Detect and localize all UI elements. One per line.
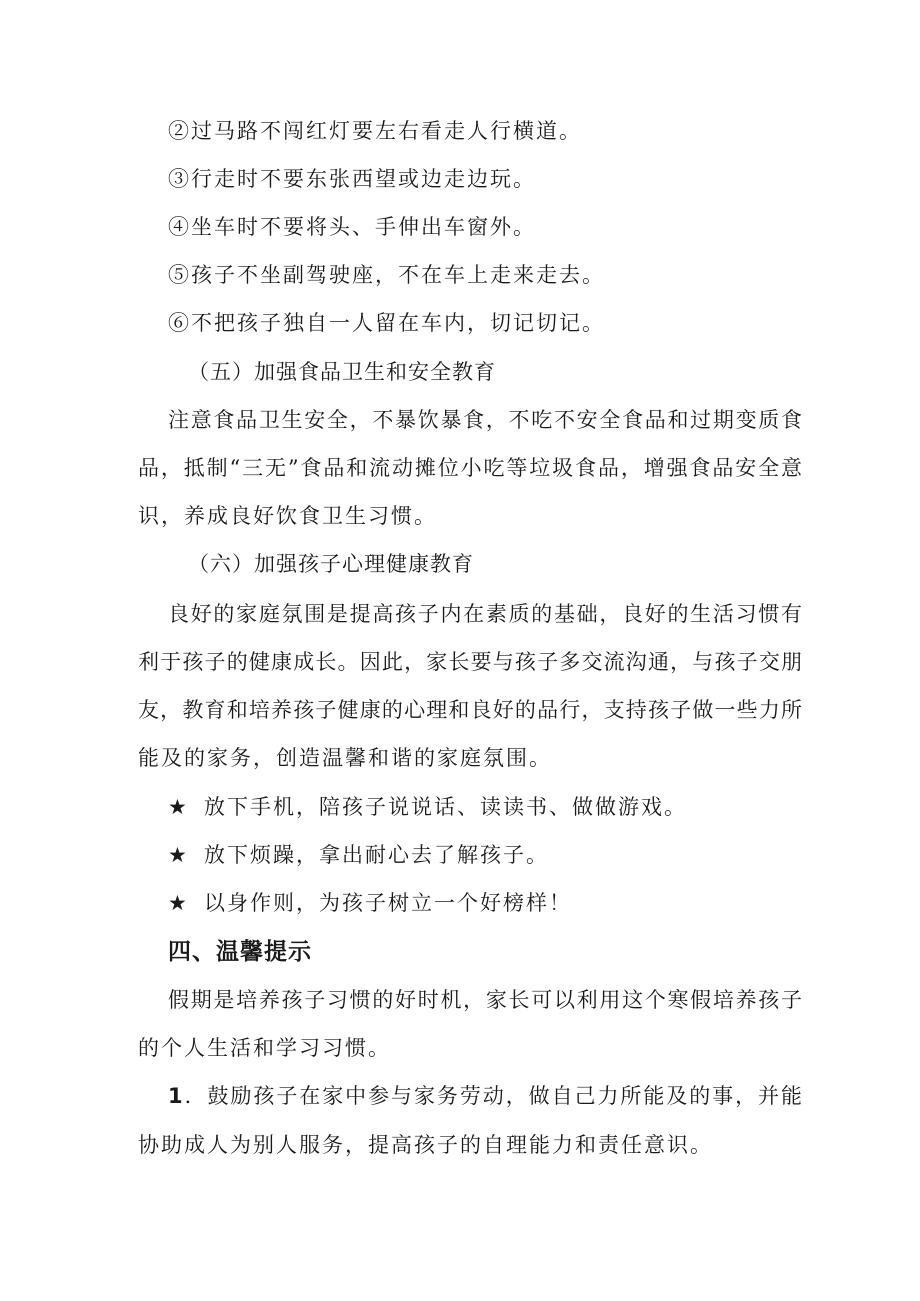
section-5-line-3: 识，养成良好饮食卫生习惯。 <box>138 504 437 528</box>
star-item <box>168 888 572 918</box>
star-icon: ★ <box>168 843 189 867</box>
traffic-rule-3: ③行走时不要东张西望或边走边玩。 <box>168 167 536 191</box>
section-4-intro-line-2: 的个人生活和学习习惯。 <box>138 1036 391 1060</box>
section-5-title: （五）加强食品卫生和安全教育 <box>188 360 496 384</box>
star-item <box>168 840 549 870</box>
traffic-rule-5: ⑤孩子不坐副驾驶座，不在车上走来走去。 <box>168 263 605 287</box>
section-5-line-1: 注意食品卫生安全，不暴饮暴食，不吃不安全食品和过期变质食 <box>168 408 802 432</box>
traffic-rule-4: ④坐车时不要将头、手伸出车窗外。 <box>168 215 536 239</box>
section-6-line-4: 能及的家务，创造温馨和谐的家庭氛围。 <box>138 746 552 770</box>
star-item-text: 放下烦躁，拿出耐心去了解孩子。 <box>204 843 549 867</box>
section-4-item-1-line-2: 协助成人为别人服务，提高孩子的自理能力和责任意识。 <box>138 1133 713 1157</box>
section-6-title: （六）加强孩子心理健康教育 <box>188 552 474 576</box>
traffic-rule-6: ⑥不把孩子独自一人留在车内，切记切记。 <box>168 311 605 335</box>
star-item-text: 以身作则，为孩子树立一个好榜样！ <box>204 891 572 915</box>
star-item-text: 放下手机，陪孩子说说话、读读书、做做游戏。 <box>204 795 687 819</box>
section-4-intro-line-1: 假期是培养孩子习惯的好时机，家长可以利用这个寒假培养孩子 <box>168 988 802 1012</box>
star-item <box>168 792 687 822</box>
section-6-line-3: 友，教育和培养孩子健康的心理和良好的品行，支持孩子做一些力所 <box>138 698 802 722</box>
section-6-line-2: 利于孩子的健康成长。因此，家长要与孩子多交流沟通，与孩子交朋 <box>138 650 802 674</box>
star-icon: ★ <box>168 891 189 915</box>
traffic-rule-2: ②过马路不闯红灯要左右看走人行横道。 <box>168 119 582 143</box>
section-4-item-1-line-1 <box>168 1081 802 1111</box>
star-icon: ★ <box>168 795 189 819</box>
section-4-heading: 四、温馨提示 <box>168 939 312 965</box>
section-6-line-1: 良好的家庭氛围是提高孩子内在素质的基础，良好的生活习惯有 <box>168 602 802 626</box>
section-5-line-2: 品，抵制“三无”食品和流动摊位小吃等垃圾食品，增强食品安全意 <box>138 456 802 480</box>
item-text: ．鼓励孩子在家中参与家务劳动，做自己力所能及的事，并能 <box>182 1084 802 1108</box>
item-number: 1 <box>168 1084 183 1108</box>
